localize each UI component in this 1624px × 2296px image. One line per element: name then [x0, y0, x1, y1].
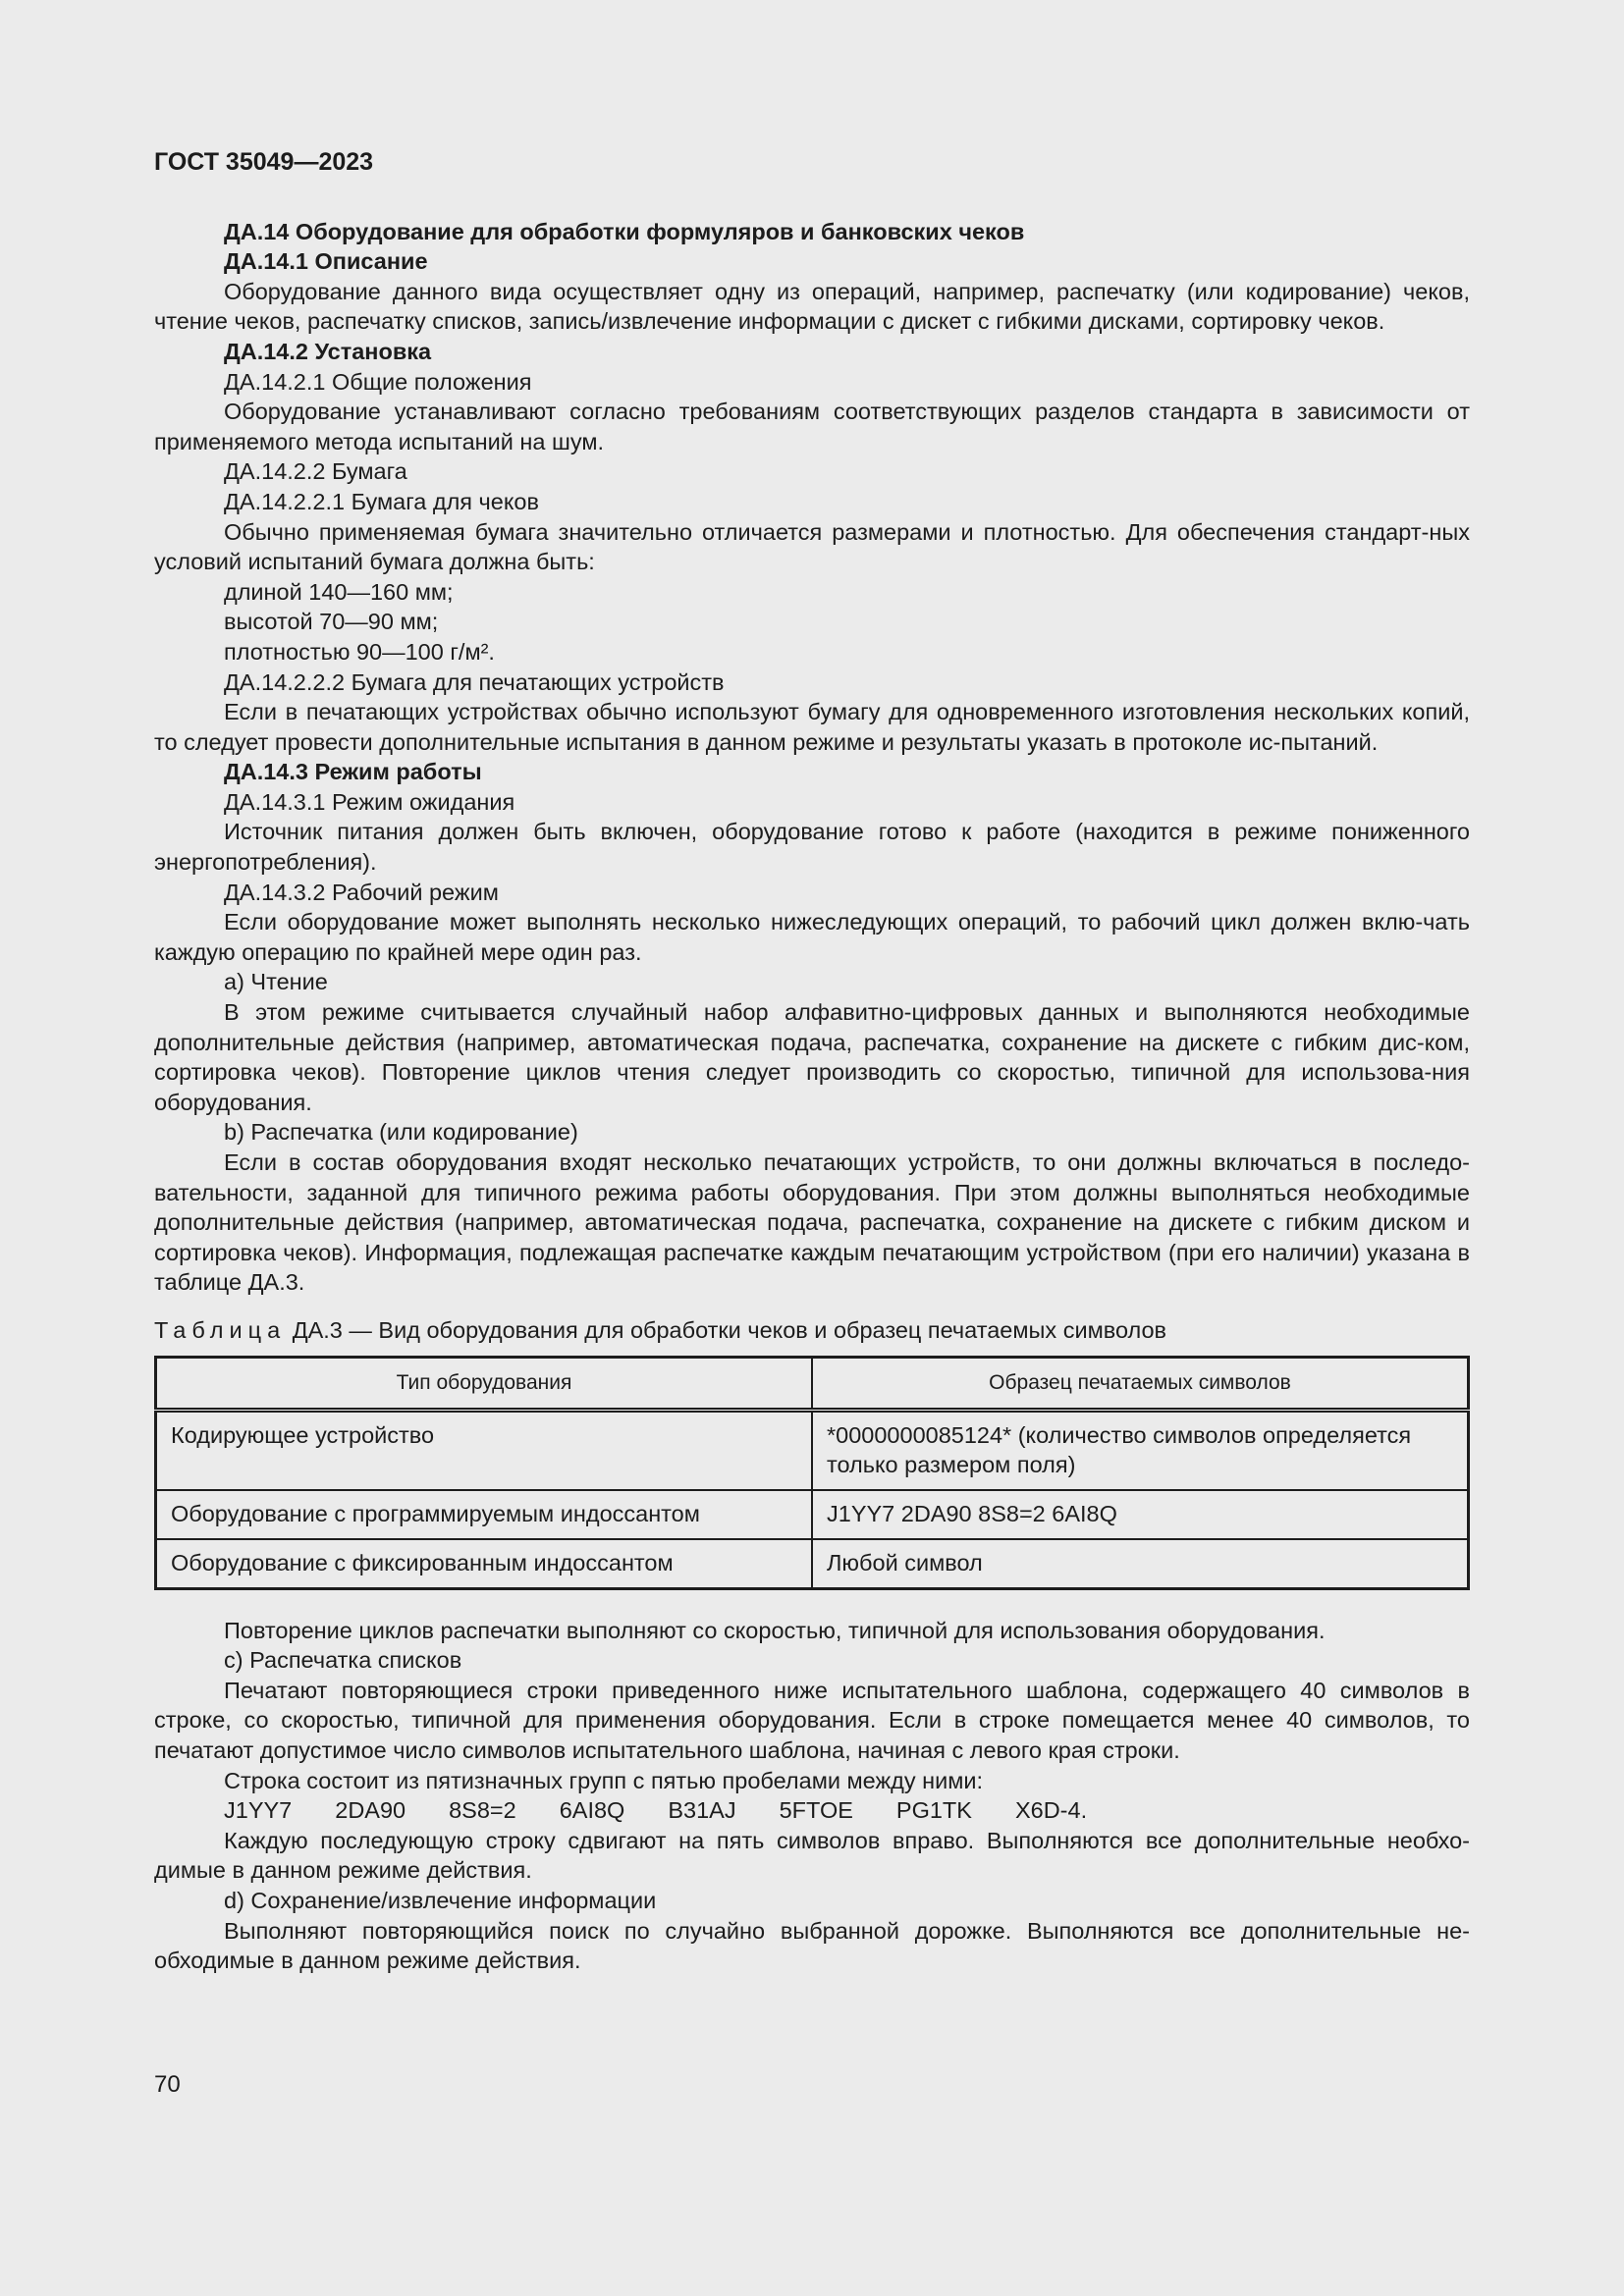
paragraph: Строка состоит из пятизначных групп с пятью пробелами между ними: — [224, 1767, 984, 1793]
paragraph: Выполняют повторяющийся поиск по случайно выбранной дорожке. Выполняются все дополнительные не-обходимые в данном режиме действия. — [154, 1917, 1470, 1974]
table-caption — [154, 1315, 1470, 1346]
table-header-row — [156, 1357, 1469, 1410]
paragraph: Оборудование данного вида осуществляет одну из операций, например, распечатку (или кодирование) чеков, чтение чеков, распечатку списков, запись/извлечение информации с дискет с гибкими дисками, сортировку чеков. — [154, 278, 1470, 335]
paragraph: c) Распечатка списков — [224, 1647, 462, 1674]
page-number: 70 — [154, 2071, 181, 2098]
table-cell: Оборудование с программируемым индоссантом — [156, 1490, 813, 1539]
table-cell: Оборудование с фиксированным индоссантом — [156, 1539, 813, 1589]
equipment-table — [154, 1356, 1470, 1590]
table-row — [156, 1539, 1469, 1589]
body-section-mid — [154, 1616, 1470, 1796]
table-row — [156, 1490, 1469, 1539]
paragraph: ДА.14.2.2 Бумага — [224, 458, 407, 485]
code-group: 8S8=2 — [449, 1797, 516, 1824]
code-group: 5FTOE — [779, 1797, 853, 1824]
body-section-bottom — [154, 1826, 1470, 1976]
test-pattern-line — [154, 1795, 1470, 1826]
subsection-heading: ДА.14.2 Установка — [224, 338, 432, 364]
paragraph: В этом режиме считывается случайный набор алфавитно-цифровых данных и выполняются необходимые дополнительные действия (например, автоматическая подача, распечатка, сохранение на дискете с гибким дис-ком, сортировка чеков). Повторение циклов чтения следует производить со скоростью, типичной для использова-ния оборудования. — [154, 999, 1470, 1115]
paragraph: a) Чтение — [224, 969, 328, 995]
paragraph: Если в состав оборудования входят несколько печатающих устройств, то они должны включаться в последо-вательности, заданной для типичного режима работы оборудования. При этом должны выполняться необходимые дополнительные действия (например, автоматическая подача, распечатка, сохранение на дискете с гибким диском и сортировка чеков). Информация, подлежащая распечатке каждым печатающим устройством (при его наличии) указана в таблице ДА.3. — [154, 1149, 1470, 1296]
list-item: длиной 140—160 мм; — [224, 578, 454, 605]
table-cell: Кодирующее устройство — [156, 1410, 813, 1490]
code-group: 2DA90 — [335, 1797, 406, 1824]
body-section-top — [154, 217, 1470, 1298]
table-caption-text: ДА.3 — Вид оборудования для обработки чеков и образец печатаемых символов — [292, 1316, 1167, 1343]
table-row — [156, 1410, 1469, 1490]
paragraph: d) Сохранение/извлечение информации — [224, 1887, 657, 1913]
table-header-cell: Образец печатаемых символов — [812, 1357, 1469, 1410]
list-item: высотой 70—90 мм; — [224, 609, 439, 635]
table-cell: *0000000085124* (количество символов определяется только размером поля) — [812, 1410, 1469, 1490]
list-item: плотностью 90—100 г/м². — [224, 638, 495, 665]
table-header-cell: Тип оборудования — [156, 1357, 813, 1410]
paragraph: Печатают повторяющиеся строки приведенного ниже испытательного шаблона, содержащего 40 символов в строке, со скоростью, типичной для применения оборудования. Если в строке помещается менее 40 символов, то печатают допустимое число символов испытательного шаблона, начиная с левого края строки. — [154, 1677, 1470, 1763]
paragraph: Источник питания должен быть включен, оборудование готово к работе (находится в режиме пониженного энергопотребления). — [154, 819, 1470, 876]
table-caption-prefix: Таблица — [154, 1316, 287, 1343]
paragraph: ДА.14.3.2 Рабочий режим — [224, 879, 499, 905]
subsection-heading: ДА.14.3 Режим работы — [224, 759, 482, 785]
paragraph: Обычно применяемая бумага значительно отличается размерами и плотностью. Для обеспечения стандарт-ных условий испытаний бумага должна быть: — [154, 518, 1470, 575]
document-header: ГОСТ 35049—2023 — [154, 148, 374, 176]
code-group: X6D-4. — [1014, 1797, 1088, 1824]
code-group: J1YY7 — [224, 1797, 293, 1824]
table-cell: J1YY7 2DA90 8S8=2 6AI8Q — [812, 1490, 1469, 1539]
document-page — [154, 147, 1470, 1976]
table-cell: Любой символ — [812, 1539, 1469, 1589]
code-group: B31AJ — [668, 1797, 736, 1824]
paragraph: ДА.14.2.2.1 Бумага для чеков — [224, 488, 539, 514]
paragraph: Если оборудование может выполнять несколько нижеследующих операций, то рабочий цикл должен вклю-чать каждую операцию по крайней мере один раз. — [154, 909, 1470, 965]
paragraph: ДА.14.3.1 Режим ожидания — [224, 788, 515, 815]
paragraph: ДА.14.2.1 Общие положения — [224, 368, 532, 395]
subsection-heading: ДА.14.1 Описание — [224, 248, 428, 275]
paragraph: Повторение циклов распечатки выполняют со скоростью, типичной для использования оборудования. — [224, 1617, 1326, 1643]
paragraph: Каждую последующую строку сдвигают на пять символов вправо. Выполняются все дополнительные необхо-димые в данном режиме действия. — [154, 1827, 1470, 1884]
code-group: 6AI8Q — [559, 1797, 625, 1824]
paragraph: Если в печатающих устройствах обычно используют бумагу для одновременного изготовления нескольких копий, то следует провести дополнительные испытания в данном режиме и результаты указать в протоколе ис-пытаний. — [154, 699, 1470, 755]
paragraph: b) Распечатка (или кодирование) — [224, 1119, 578, 1146]
paragraph: ДА.14.2.2.2 Бумага для печатающих устройств — [224, 668, 725, 695]
paragraph: Оборудование устанавливают согласно требованиям соответствующих разделов стандарта в зависимости от применяемого метода испытаний на шум. — [154, 399, 1470, 454]
code-group: PG1TK — [895, 1797, 972, 1824]
section-heading: ДА.14 Оборудование для обработки формуляров и банковских чеков — [224, 218, 1025, 244]
